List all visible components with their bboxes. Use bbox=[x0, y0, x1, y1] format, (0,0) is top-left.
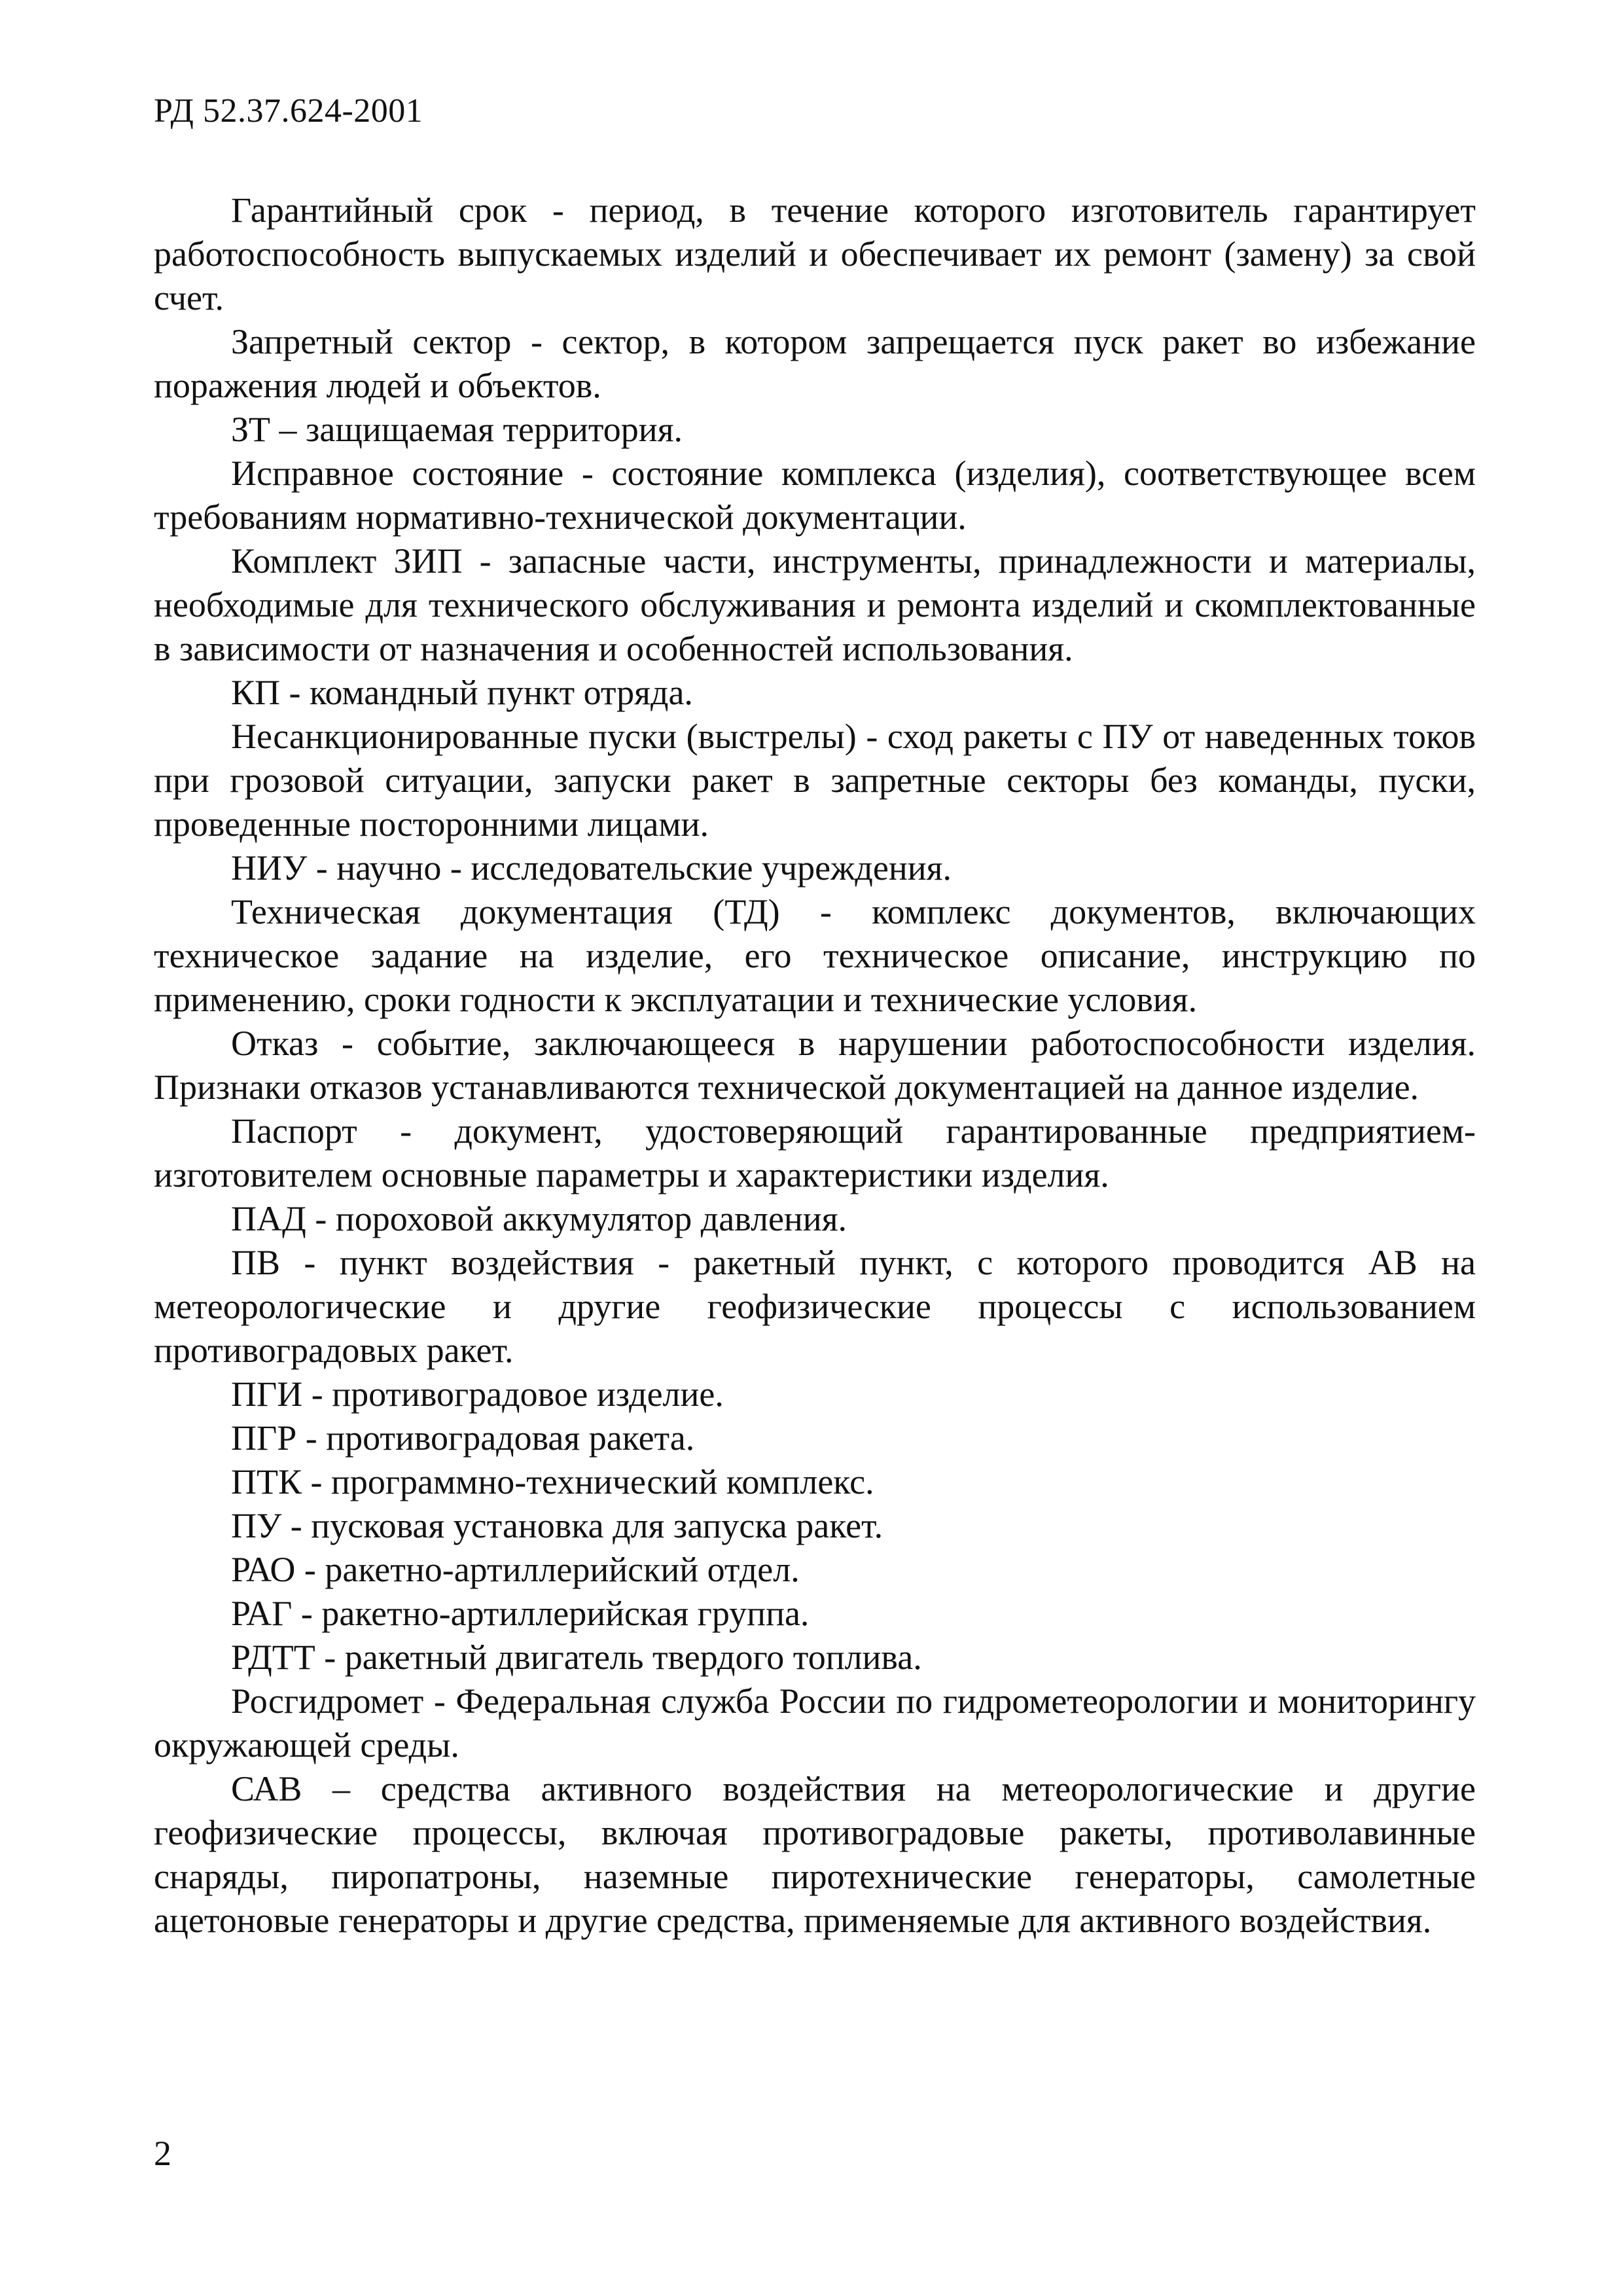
definition-paragraph: Отказ - событие, заключающееся в нарушении работоспособности изделия. Признаки отказов устанавливаются технической документацией на данное изделие. bbox=[154, 1024, 1476, 1107]
definition-paragraph: Гарантийный срок - период, в течение которого изготовитель гарантирует работоспособность выпускаемых изделий и обеспечивает их ремонт (замену) за свой счет. bbox=[154, 190, 1476, 317]
definition-paragraph: САВ – средства активного воздействия на метеорологические и другие геофизические процессы, включая противоградовые ракеты, противолавинные снаряды, пиропатроны, наземные пиротехнические генераторы, самолетные ацетоновые генераторы и другие средства, применяемые для активного воздействия. bbox=[154, 1769, 1476, 1940]
definition-paragraph: Техническая документация (ТД) - комплекс документов, включающих техническое задание на изделие, его техническое описание, инструкцию по применению, сроки годности к эксплуатации и технические условия. bbox=[154, 892, 1476, 1019]
definition-paragraph: Исправное состояние - состояние комплекса (изделия), соответствующее всем требованиям нормативно-технической документации. bbox=[154, 454, 1476, 537]
definition-paragraph: ПВ - пункт воздействия - ракетный пункт, с которого проводится АВ на метеорологические и другие геофизические процессы с использованием противоградовых ракет. bbox=[154, 1243, 1476, 1370]
definition-paragraph: Несанкционированные пуски (выстрелы) - сход ракеты с ПУ от наведенных токов при грозовой ситуации, запуски ракет в запретные секторы без команды, пуски, проведенные посторонними лицами. bbox=[154, 717, 1476, 844]
definition-paragraph: КП - командный пункт отряда. bbox=[231, 673, 693, 712]
definition-paragraph: ПТК - программно-технический комплекс. bbox=[231, 1462, 874, 1501]
definition-paragraph: Комплект ЗИП - запасные части, инструменты, принадлежности и материалы, необходимые для технического обслуживания и ремонта изделий и скомплектованные в зависимости от назначения и особенностей использования. bbox=[154, 541, 1476, 668]
definitions-body bbox=[154, 188, 1476, 1943]
definition-paragraph: ПГР - противоградовая ракета. bbox=[231, 1418, 695, 1458]
page-number: 2 bbox=[154, 2134, 171, 2173]
definition-paragraph: РАО - ракетно-артиллерийский отдел. bbox=[231, 1550, 800, 1589]
definition-paragraph: ПАД - пороховой аккумулятор давления. bbox=[231, 1199, 847, 1238]
definition-paragraph: ПГИ - противоградовое изделие. bbox=[231, 1374, 724, 1414]
definition-paragraph: Росгидромет - Федеральная служба России по гидрометеорологии и мониторингу окружающей среды. bbox=[154, 1681, 1476, 1765]
definition-paragraph: НИУ - научно - исследовательские учреждения. bbox=[231, 848, 952, 888]
definition-paragraph: РДТТ - ракетный двигатель твердого топлива. bbox=[231, 1638, 922, 1677]
document-code-header: РД 52.37.624-2001 bbox=[154, 92, 423, 130]
definition-paragraph: Паспорт - документ, удостоверяющий гарантированные предприятием-изготовителем основные параметры и характеристики изделия. bbox=[154, 1111, 1476, 1194]
definition-paragraph: ЗТ – защищаемая территория. bbox=[231, 410, 683, 449]
definition-paragraph: РАГ - ракетно-артиллерийская группа. bbox=[231, 1594, 810, 1633]
definition-paragraph: Запретный сектор - сектор, в котором запрещается пуск ракет во избежание поражения людей и объектов. bbox=[154, 322, 1476, 405]
definition-paragraph: ПУ - пусковая установка для запуска ракет. bbox=[231, 1506, 883, 1545]
